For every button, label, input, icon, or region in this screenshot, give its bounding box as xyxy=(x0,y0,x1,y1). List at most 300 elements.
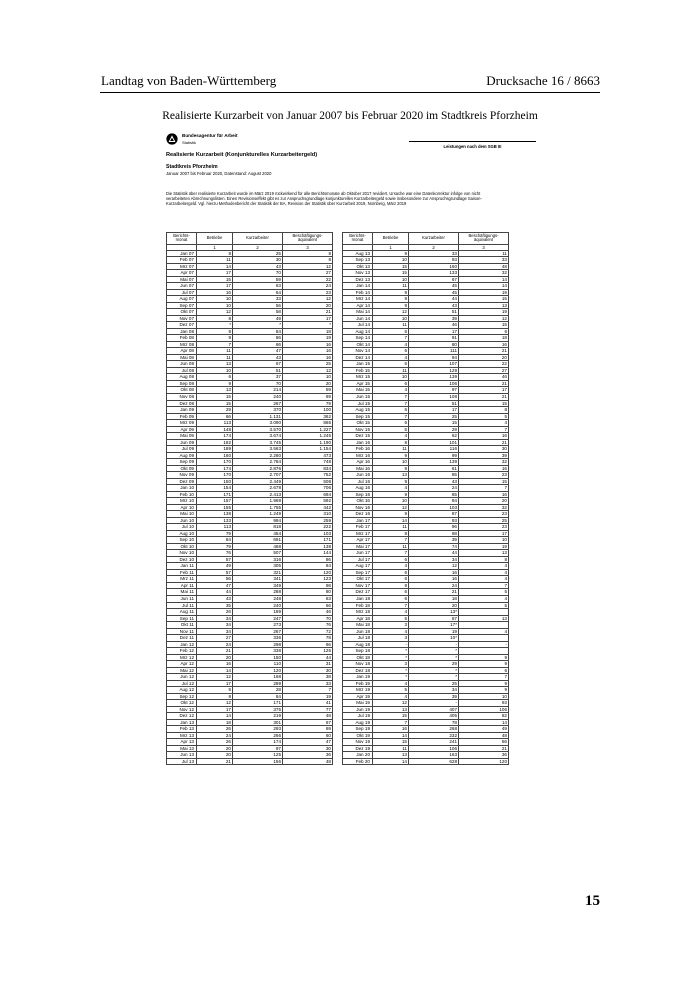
cell-betriebe: 15 xyxy=(373,270,409,277)
cell-kurzarbeiter: 341 xyxy=(233,576,283,583)
cell-aequivalent: 144 xyxy=(283,550,333,557)
cell-aequivalent: 1.245 xyxy=(283,433,333,440)
cell-month: Mrz 17 xyxy=(343,530,373,537)
cell-kurzarbeiter: * xyxy=(409,667,459,674)
cell-betriebe: 182 xyxy=(197,439,233,446)
agency-sub: Statistik xyxy=(182,140,197,145)
cell-month: Jan 13 xyxy=(167,719,197,726)
cell-betriebe: 13 xyxy=(373,706,409,713)
cell-betriebe: 79 xyxy=(197,530,233,537)
cell-kurzarbeiter: 2.784 xyxy=(233,459,283,466)
cell-aequivalent: 12 xyxy=(283,296,333,303)
cell-kurzarbeiter: 10* xyxy=(409,635,459,642)
cell-betriebe: 84 xyxy=(197,537,233,544)
cell-kurzarbeiter: 628 xyxy=(409,758,459,765)
cell-aequivalent: 706 xyxy=(283,485,333,492)
cell-aequivalent: 25 xyxy=(459,517,509,524)
cell-kurzarbeiter: * xyxy=(233,322,283,329)
cell-betriebe: 15 xyxy=(197,394,233,401)
cell-betriebe: 148 xyxy=(197,426,233,433)
cell-month: Mai 19 xyxy=(343,700,373,707)
cell-aequivalent: 9 xyxy=(459,680,509,687)
cell-month: Apr 19 xyxy=(343,693,373,700)
cell-betriebe: 11 xyxy=(373,446,409,453)
cell-month: Okt 07 xyxy=(167,309,197,316)
cell-aequivalent: 19 xyxy=(283,335,333,342)
cell-aequivalent: * xyxy=(283,322,333,329)
cell-kurzarbeiter: 818 xyxy=(233,524,283,531)
cell-kurzarbeiter: 160 xyxy=(409,263,459,270)
cell-kurzarbeiter: 2.876 xyxy=(233,465,283,472)
cell-aequivalent: 21 xyxy=(283,309,333,316)
cell-kurzarbeiter: 78 xyxy=(409,719,459,726)
cell-month: Sep 16 xyxy=(343,491,373,498)
cell-betriebe: 9 xyxy=(373,250,409,257)
cell-month: Aug 18 xyxy=(343,641,373,648)
cell-betriebe: 11 xyxy=(197,354,233,361)
cell-aequivalent: 30 xyxy=(283,667,333,674)
cell-betriebe: 12 xyxy=(197,674,233,681)
cell-betriebe: 6 xyxy=(373,576,409,583)
cell-betriebe: 10 xyxy=(373,315,409,322)
cell-betriebe: 170 xyxy=(197,472,233,479)
cell-aequivalent: 84 xyxy=(283,563,333,570)
cell-kurzarbeiter: 66 xyxy=(233,341,283,348)
cell-betriebe: 11 xyxy=(197,257,233,264)
cell-aequivalent: 4 xyxy=(459,595,509,602)
cell-month: Mai 09 xyxy=(167,433,197,440)
cell-kurzarbeiter: 17 xyxy=(409,407,459,414)
cell-betriebe: 21 xyxy=(197,758,233,765)
cell-aequivalent: 4 xyxy=(459,563,509,570)
cell-betriebe: 16 xyxy=(197,661,233,668)
cell-betriebe: 5 xyxy=(373,615,409,622)
cell-betriebe: 9 xyxy=(373,296,409,303)
cell-month: Okt 08 xyxy=(167,387,197,394)
cell-aequivalent: 222 xyxy=(283,524,333,531)
cell-betriebe: 6 xyxy=(373,569,409,576)
cell-aequivalent: 5 xyxy=(459,602,509,609)
cell-month: Okt 14 xyxy=(343,341,373,348)
cell-betriebe: 6 xyxy=(373,380,409,387)
cell-betriebe: 9 xyxy=(373,452,409,459)
cell-month: Mrz 08 xyxy=(167,341,197,348)
cell-betriebe: 13 xyxy=(373,472,409,479)
cell-month: Nov 17 xyxy=(343,582,373,589)
cell-month: Apr 08 xyxy=(167,348,197,355)
cell-kurzarbeiter: 240 xyxy=(233,394,283,401)
cell-betriebe: 26 xyxy=(197,726,233,733)
cell-month: Aug 14 xyxy=(343,328,373,335)
cell-month: Aug 12 xyxy=(167,687,197,694)
cell-aequivalent: 19 xyxy=(459,543,509,550)
cell-kurzarbeiter: 84 xyxy=(233,328,283,335)
cell-betriebe: 7 xyxy=(373,537,409,544)
cell-aequivalent: 66 xyxy=(283,641,333,648)
cell-month: Aug 10 xyxy=(167,530,197,537)
page-title: Realisierte Kurzarbeit von Januar 2007 bis Februar 2020 im Stadtkreis Pforzheim xyxy=(162,110,538,122)
cell-kurzarbeiter: 454 xyxy=(233,530,283,537)
cell-aequivalent: 27 xyxy=(459,367,509,374)
cell-betriebe: 17 xyxy=(197,706,233,713)
cell-month: Sep 17 xyxy=(343,569,373,576)
cell-betriebe: 6 xyxy=(373,589,409,596)
cell-month: Dez 10 xyxy=(167,556,197,563)
cell-aequivalent: 46 xyxy=(459,374,509,381)
cell-kurzarbeiter: 1.755 xyxy=(233,504,283,511)
cell-month: Jul 19 xyxy=(343,713,373,720)
cell-aequivalent: 19 xyxy=(283,693,333,700)
cell-betriebe: 17 xyxy=(197,283,233,290)
cell-aequivalent: 18 xyxy=(283,328,333,335)
cell-month: Feb 12 xyxy=(167,648,197,655)
cell-kurzarbeiter: 107 xyxy=(409,361,459,368)
cell-betriebe: 10 xyxy=(373,276,409,283)
cell-aequivalent: 80 xyxy=(283,589,333,596)
cell-aequivalent: 865 xyxy=(283,420,333,427)
cell-kurzarbeiter: 86 xyxy=(233,335,283,342)
cell-aequivalent: 16 xyxy=(283,354,333,361)
table-row xyxy=(343,758,509,765)
cell-betriebe: 21 xyxy=(197,648,233,655)
cell-kurzarbeiter: 47 xyxy=(233,348,283,355)
cell-aequivalent: 78 xyxy=(283,635,333,642)
cell-month: Apr 18 xyxy=(343,615,373,622)
header-rule xyxy=(100,92,600,93)
cell-month: Nov 19 xyxy=(343,739,373,746)
cell-aequivalent: 11 xyxy=(459,250,509,257)
cell-betriebe: 7 xyxy=(373,335,409,342)
cell-month: Jun 08 xyxy=(167,361,197,368)
cell-month: Jul 07 xyxy=(167,289,197,296)
cell-kurzarbeiter: 59 xyxy=(233,276,283,283)
cell-month: Dez 16 xyxy=(343,511,373,518)
cell-kurzarbeiter: 56 xyxy=(233,302,283,309)
cell-month: Apr 16 xyxy=(343,459,373,466)
cell-month: Nov 07 xyxy=(167,315,197,322)
cell-betriebe: 11 xyxy=(373,322,409,329)
cell-betriebe: * xyxy=(373,667,409,674)
cell-aequivalent: 27 xyxy=(283,270,333,277)
cell-month: Nov 12 xyxy=(167,706,197,713)
cell-betriebe: 4 xyxy=(373,563,409,570)
cell-kurzarbeiter: 163 xyxy=(409,752,459,759)
cell-month: Dez 17 xyxy=(343,589,373,596)
cell-betriebe: 3 xyxy=(373,661,409,668)
cell-aequivalent: 13 xyxy=(459,550,509,557)
cell-kurzarbeiter: 16 xyxy=(409,576,459,583)
cell-betriebe: - xyxy=(373,641,409,648)
cell-aequivalent: 25 xyxy=(283,361,333,368)
cell-aequivalent: 49 xyxy=(459,726,509,733)
cell-betriebe: 11 xyxy=(373,524,409,531)
col-header-kurzarbeiter: Kurzarbeiter xyxy=(233,233,283,245)
cell-aequivalent: 69 xyxy=(283,394,333,401)
cell-kurzarbeiter: 305 xyxy=(233,563,283,570)
cell-month: Okt 10 xyxy=(167,543,197,550)
cell-kurzarbeiter: 189 xyxy=(233,609,283,616)
cell-aequivalent: 10 xyxy=(459,693,509,700)
cell-kurzarbeiter: 17* xyxy=(409,622,459,629)
cell-betriebe: 12 xyxy=(373,504,409,511)
cell-aequivalent: 8 xyxy=(283,250,333,257)
cell-aequivalent: 19 xyxy=(459,309,509,316)
cell-aequivalent: 67 xyxy=(283,719,333,726)
cell-month: Apr 07 xyxy=(167,270,197,277)
cell-betriebe: 4 xyxy=(373,354,409,361)
cell-aequivalent: 259 xyxy=(283,517,333,524)
cell-betriebe: 79 xyxy=(197,543,233,550)
cell-month: Jun 16 xyxy=(343,472,373,479)
col-header-aequivalent: Beschäftigungs- äquivalent xyxy=(283,233,333,245)
cell-betriebe: 4 xyxy=(373,433,409,440)
cell-betriebe: 4 xyxy=(373,693,409,700)
cell-month: Mai 14 xyxy=(343,309,373,316)
cell-aequivalent: 33 xyxy=(459,257,509,264)
cell-month: Dez 08 xyxy=(167,400,197,407)
cell-betriebe: 9 xyxy=(197,328,233,335)
cell-betriebe: 9 xyxy=(373,478,409,485)
cell-month: Jun 14 xyxy=(343,315,373,322)
cell-betriebe: 24 xyxy=(197,732,233,739)
cell-kurzarbeiter: * xyxy=(409,648,459,655)
cell-betriebe: 14 xyxy=(197,713,233,720)
cell-month: Apr 15 xyxy=(343,380,373,387)
cell-kurzarbeiter: 45 xyxy=(409,283,459,290)
cell-month: Jul 16 xyxy=(343,478,373,485)
cell-month: Aug 09 xyxy=(167,452,197,459)
statistics-inset xyxy=(166,132,536,764)
cell-kurzarbeiter: 34 xyxy=(409,687,459,694)
cell-aequivalent: 86 xyxy=(283,556,333,563)
col-number-3: 3 xyxy=(283,244,333,250)
cell-betriebe: 14 xyxy=(373,758,409,765)
cell-month: Nov 14 xyxy=(343,348,373,355)
cell-aequivalent: - xyxy=(459,641,509,648)
cell-month: Dez 19 xyxy=(343,745,373,752)
cell-betriebe: 7 xyxy=(197,341,233,348)
cell-aequivalent: 16 xyxy=(459,341,509,348)
cell-betriebe: 157 xyxy=(197,498,233,505)
cell-month: Sep 19 xyxy=(343,726,373,733)
cell-betriebe: 189 xyxy=(197,446,233,453)
cell-aequivalent: 22 xyxy=(459,361,509,368)
cell-kurzarbeiter: 468 xyxy=(233,543,283,550)
cell-kurzarbeiter: 62 xyxy=(409,433,459,440)
cell-kurzarbeiter: 80 xyxy=(409,341,459,348)
cell-aequivalent: 46 xyxy=(283,609,333,616)
cell-betriebe: 7 xyxy=(373,394,409,401)
cell-month: Jul 14 xyxy=(343,322,373,329)
cell-betriebe: 4 xyxy=(373,485,409,492)
cell-month: Jun 07 xyxy=(167,283,197,290)
cell-kurzarbeiter: 111 xyxy=(409,348,459,355)
col-header-betriebe: Betriebe xyxy=(197,233,233,245)
cell-month: Jul 09 xyxy=(167,446,197,453)
cell-kurzarbeiter: * xyxy=(409,654,459,661)
cell-betriebe: 26 xyxy=(197,739,233,746)
cell-aequivalent: 36 xyxy=(283,752,333,759)
cell-month: Feb 09 xyxy=(167,413,197,420)
cell-kurzarbeiter: 67 xyxy=(409,615,459,622)
cell-betriebe: 14 xyxy=(197,667,233,674)
cell-betriebe: 17 xyxy=(197,270,233,277)
cell-betriebe: 10 xyxy=(373,257,409,264)
cell-aequivalent: 56 xyxy=(459,739,509,746)
cell-betriebe: 170 xyxy=(197,459,233,466)
cell-month: Feb 10 xyxy=(167,491,197,498)
cell-aequivalent: 48 xyxy=(283,713,333,720)
cell-betriebe: 174 xyxy=(197,465,233,472)
cell-month: Aug 19 xyxy=(343,719,373,726)
cell-kurzarbeiter: 174 xyxy=(233,739,283,746)
cell-month: Nov 16 xyxy=(343,504,373,511)
cell-kurzarbeiter: 96 xyxy=(409,524,459,531)
cell-kurzarbeiter: 39 xyxy=(409,537,459,544)
cell-kurzarbeiter: 2.707 xyxy=(233,472,283,479)
cell-betriebe: 47 xyxy=(197,582,233,589)
cell-month: Jun 09 xyxy=(167,439,197,446)
cell-kurzarbeiter: 370 xyxy=(233,407,283,414)
cell-aequivalent: 171 xyxy=(283,537,333,544)
cell-aequivalent: 442 xyxy=(283,504,333,511)
cell-month: Aug 11 xyxy=(167,609,197,616)
cell-month: Jun 15 xyxy=(343,394,373,401)
cell-kurzarbeiter: 67 xyxy=(409,276,459,283)
cell-kurzarbeiter: 85 xyxy=(409,472,459,479)
cell-kurzarbeiter: 267 xyxy=(233,400,283,407)
cell-betriebe: 15 xyxy=(373,263,409,270)
cell-month: Mrz 18 xyxy=(343,609,373,616)
cell-kurzarbeiter: 301 xyxy=(233,719,283,726)
cell-kurzarbeiter: 321 xyxy=(233,569,283,576)
cell-aequivalent: 7 xyxy=(459,426,509,433)
cell-betriebe: 8 xyxy=(197,250,233,257)
cell-betriebe: 12 xyxy=(373,700,409,707)
cell-aequivalent: 48 xyxy=(283,758,333,765)
cell-kurzarbeiter: 74 xyxy=(409,543,459,550)
cell-month: Dez 13 xyxy=(343,276,373,283)
cell-betriebe: 4 xyxy=(373,341,409,348)
cell-month: Aug 07 xyxy=(167,296,197,303)
cell-aequivalent: 8 xyxy=(459,556,509,563)
cell-month: Mrz 11 xyxy=(167,576,197,583)
cell-kurzarbeiter: 87 xyxy=(409,511,459,518)
cell-month: Mrz 15 xyxy=(343,374,373,381)
cell-kurzarbeiter: 171 xyxy=(233,700,283,707)
cell-aequivalent: 17 xyxy=(283,315,333,322)
cell-kurzarbeiter: 29 xyxy=(409,661,459,668)
cell-kurzarbeiter: 13* xyxy=(409,609,459,616)
cell-kurzarbeiter: 30 xyxy=(233,257,283,264)
cell-kurzarbeiter: 120 xyxy=(233,667,283,674)
cell-kurzarbeiter: 2.449 xyxy=(233,478,283,485)
cell-kurzarbeiter: 288 xyxy=(233,589,283,596)
cell-aequivalent: 66 xyxy=(283,602,333,609)
cell-month: Mrz 13 xyxy=(167,732,197,739)
cell-betriebe: 10 xyxy=(373,498,409,505)
cell-kurzarbeiter: 70 xyxy=(233,380,283,387)
cell-betriebe: 29 xyxy=(197,407,233,414)
cell-kurzarbeiter: 289 xyxy=(233,680,283,687)
cell-betriebe: 11 xyxy=(373,745,409,752)
cell-kurzarbeiter: 349 xyxy=(233,582,283,589)
col-number-3: 3 xyxy=(459,244,509,250)
cell-betriebe: 150 xyxy=(197,478,233,485)
cell-month: Sep 11 xyxy=(167,615,197,622)
cell-month: Nov 11 xyxy=(167,628,197,635)
cell-aequivalent: 17 xyxy=(459,387,509,394)
cell-aequivalent: 30 xyxy=(459,446,509,453)
document-header-left: Landtag von Baden-Württemberg xyxy=(101,73,277,88)
cell-betriebe: 6 xyxy=(373,556,409,563)
cell-month: Jun 19 xyxy=(343,706,373,713)
cell-month: Jul 11 xyxy=(167,602,197,609)
cell-aequivalent: 592 xyxy=(283,498,333,505)
cell-month: Mai 13 xyxy=(167,745,197,752)
cell-month: Dez 18 xyxy=(343,667,373,674)
cell-kurzarbeiter: 49 xyxy=(233,315,283,322)
table-right xyxy=(342,232,509,765)
cell-aequivalent: 59 xyxy=(283,387,333,394)
cell-betriebe: * xyxy=(373,674,409,681)
cell-kurzarbeiter: 94 xyxy=(409,498,459,505)
cell-month: Feb 20 xyxy=(343,758,373,765)
cell-aequivalent: 16 xyxy=(283,341,333,348)
cell-betriebe: 10 xyxy=(197,302,233,309)
cell-kurzarbeiter: 2.280 xyxy=(233,452,283,459)
table-left-body xyxy=(167,250,333,765)
cell-aequivalent: 48 xyxy=(459,263,509,270)
cell-month: Feb 13 xyxy=(167,726,197,733)
cell-aequivalent: 5 xyxy=(459,413,509,420)
cell-month: Jun 18 xyxy=(343,628,373,635)
cell-kurzarbeiter: 24 xyxy=(409,485,459,492)
cell-betriebe: 27 xyxy=(197,635,233,642)
cell-kurzarbeiter: 267 xyxy=(233,628,283,635)
cell-aequivalent: 1.190 xyxy=(283,439,333,446)
cell-aequivalent: 33 xyxy=(283,680,333,687)
cell-kurzarbeiter: 51 xyxy=(409,309,459,316)
cell-aequivalent: 7 xyxy=(459,582,509,589)
cell-month: Sep 15 xyxy=(343,413,373,420)
cell-betriebe: 6 xyxy=(373,595,409,602)
cell-betriebe: 9 xyxy=(373,302,409,309)
cell-aequivalent: 31 xyxy=(283,661,333,668)
cell-month: Mrz 14 xyxy=(343,296,373,303)
cell-aequivalent: 9 xyxy=(459,654,509,661)
cell-kurzarbeiter: 316 xyxy=(233,556,283,563)
cell-kurzarbeiter: 1.969 xyxy=(233,498,283,505)
cell-kurzarbeiter: 691 xyxy=(233,537,283,544)
cell-kurzarbeiter: 133 xyxy=(409,270,459,277)
cell-betriebe: 3 xyxy=(373,622,409,629)
cell-betriebe: 171 xyxy=(197,491,233,498)
cell-betriebe: 9 xyxy=(373,491,409,498)
cell-aequivalent: 93 xyxy=(459,700,509,707)
cell-month: Okt 17 xyxy=(343,576,373,583)
cell-betriebe: 14 xyxy=(373,517,409,524)
cell-kurzarbeiter: 33 xyxy=(233,296,283,303)
cell-month: Dez 09 xyxy=(167,478,197,485)
cell-month: Mai 17 xyxy=(343,543,373,550)
cell-month: Apr 12 xyxy=(167,661,197,668)
cell-aequivalent: 82 xyxy=(459,713,509,720)
cell-aequivalent: 8 xyxy=(283,257,333,264)
cell-kurzarbeiter: 19 xyxy=(409,628,459,635)
cell-betriebe: 6 xyxy=(373,348,409,355)
cell-kurzarbeiter: - xyxy=(409,641,459,648)
